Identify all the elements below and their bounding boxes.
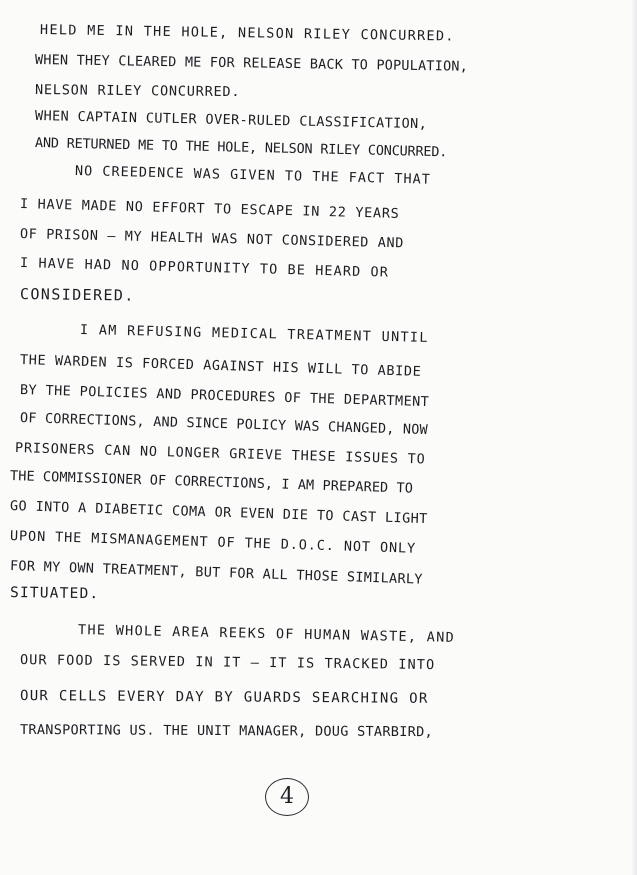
text-line: TRANSPORTING US. THE UNIT MANAGER, DOUG STARBIRD,	[19, 722, 434, 741]
text-line: WHEN CAPTAIN CUTLER OVER-RULED CLASSIFICATION,	[34, 108, 428, 133]
text-line: THE COMMISSIONER OF CORRECTIONS, I AM PREPARED TO	[9, 468, 414, 497]
text-line: OUR CELLS EVERY DAY BY GUARDS SEARCHING OR	[19, 688, 429, 707]
text-line: BY THE POLICIES AND PROCEDURES OF THE DEPARTMENT	[19, 382, 430, 411]
text-line: PRISONERS CAN NO LONGER GRIEVE THESE ISSUES TO	[14, 440, 426, 468]
text-line: AND RETURNED ME TO THE HOLE, NELSON RILEY CONCURRED.	[34, 135, 448, 161]
text-line: I HAVE MADE NO EFFORT TO ESCAPE IN 22 YEARS	[19, 196, 400, 222]
text-line: I HAVE HAD NO OPPORTUNITY TO BE HEARD OR	[19, 255, 390, 281]
text-line: NO CREEDENCE WAS GIVEN TO THE FACT THAT	[74, 163, 432, 188]
text-line: WHEN THEY CLEARED ME FOR RELEASE BACK TO POPULATION,	[34, 52, 469, 75]
text-line: THE WHOLE AREA REEKS OF HUMAN WASTE, AND	[77, 622, 456, 646]
text-line: HELD ME IN THE HOLE, NELSON RILEY CONCURRED.	[39, 22, 455, 45]
text-line: GO INTO A DIABETIC COMA OR EVEN DIE TO CAST LIGHT	[9, 498, 428, 528]
text-line: CONSIDERED.	[19, 285, 135, 305]
text-line: OF CORRECTIONS, AND SINCE POLICY WAS CHANGED, NOW	[19, 410, 429, 439]
text-line: OF PRISON — MY HEALTH WAS NOT CONSIDERED AND	[19, 226, 405, 252]
text-line: OUR FOOD IS SERVED IN IT — IT IS TRACKED INTO	[19, 652, 436, 674]
text-line: I AM REFUSING MEDICAL TREATMENT UNTIL	[79, 322, 429, 346]
text-line: UPON THE MISMANAGEMENT OF THE D.O.C. NOT ONLY	[9, 528, 417, 557]
page-number: 4	[265, 778, 309, 816]
text-line: NELSON RILEY CONCURRED.	[34, 82, 241, 101]
page-edge-shadow	[631, 0, 637, 875]
text-line: FOR MY OWN TREATMENT, BUT FOR ALL THOSE SIMILARLY	[9, 558, 424, 588]
text-line: SITUATED.	[9, 585, 100, 603]
text-line: THE WARDEN IS FORCED AGAINST HIS WILL TO ABIDE	[19, 352, 422, 380]
